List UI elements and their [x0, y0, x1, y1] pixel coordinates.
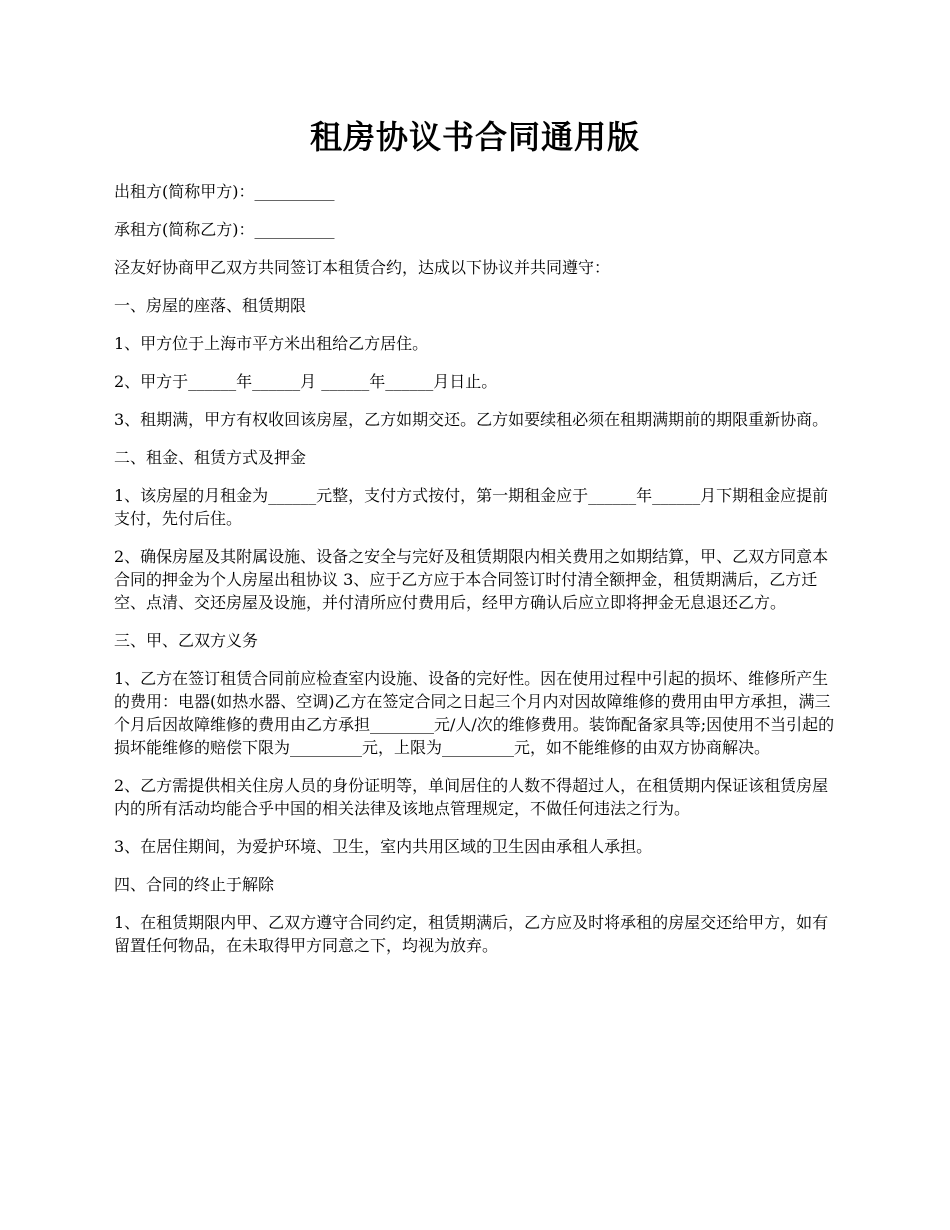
clause-3-3: 3、在居住期间，为爱护环境、卫生，室内共用区域的卫生因由承租人承担。 — [114, 837, 653, 856]
clause-1-1: 1、甲方位于上海市平方米出租给乙方居住。 — [114, 334, 429, 353]
clause-1-2: 2、甲方于______年______月 ______年______月日止。 — [114, 372, 498, 391]
clause-2-1: 1、该房屋的月租金为______元整，支付方式按付，第一期租金应于______年______月下期租金应提前支付，先付后住。 — [114, 486, 829, 528]
section-heading-4: 四、合同的终止于解除 — [114, 875, 275, 894]
party-a-line: 出租方(简称甲方)：__________ — [114, 182, 335, 201]
clause-4-1: 1、在租赁期限内甲、乙双方遵守合同约定，租赁期满后，乙方应及时将承租的房屋交还给甲方，如有留置任何物品，在未取得甲方同意之下，均视为放弃。 — [114, 913, 829, 955]
agreement-intro: 泾友好协商甲乙双方共同签订本租赁合约，达成以下协议并共同遵守： — [114, 258, 611, 277]
section-heading-1: 一、房屋的座落、租赁期限 — [114, 296, 307, 315]
section-heading-2: 二、租金、租赁方式及押金 — [114, 448, 307, 467]
section-heading-3: 三、甲、乙双方义务 — [114, 631, 259, 650]
clause-2-2: 2、确保房屋及其附属设施、设备之安全与完好及租赁期限内相关费用之如期结算，甲、乙双方同意本合同的押金为个人房屋出租协议 3、应于乙方应于本合同签订时付清全额押金，租赁期满后，乙方迁空、点清、交还房屋及设施，并付清所应付费用后，经甲方确认后应立即将押金无息退还乙方。 — [114, 547, 829, 612]
clause-1-3: 3、租期满，甲方有权收回该房屋，乙方如期交还。乙方如要续租必须在租期满期前的期限重新协商。 — [114, 410, 829, 429]
clause-3-1: 1、乙方在签订租赁合同前应检查室内设施、设备的完好性。因在使用过程中引起的损坏、维修所产生的费用：电器(如热水器、空调)乙方在签定合同之日起三个月内对因故障维修的费用由甲方承担，满三个月后因故障维修的费用由乙方承担________元/人/次的维修费用。装饰配备家具等;因使用不当引起的损坏能维修的赔偿下限为_________元，上限为_________元，如不能维修的由双方协商解决。 — [114, 669, 835, 757]
clause-3-2: 2、乙方需提供相关住房人员的身份证明等，单间居住的人数不得超过人，在租赁期内保证该租赁房屋内的所有活动均能合乎中国的相关法律及该地点管理规定，不做任何违法之行为。 — [114, 776, 829, 818]
document-body — [114, 180, 840, 972]
party-b-line: 承租方(简称乙方)：__________ — [114, 220, 335, 239]
document-title: 租房协议书合同通用版 — [309, 118, 640, 156]
